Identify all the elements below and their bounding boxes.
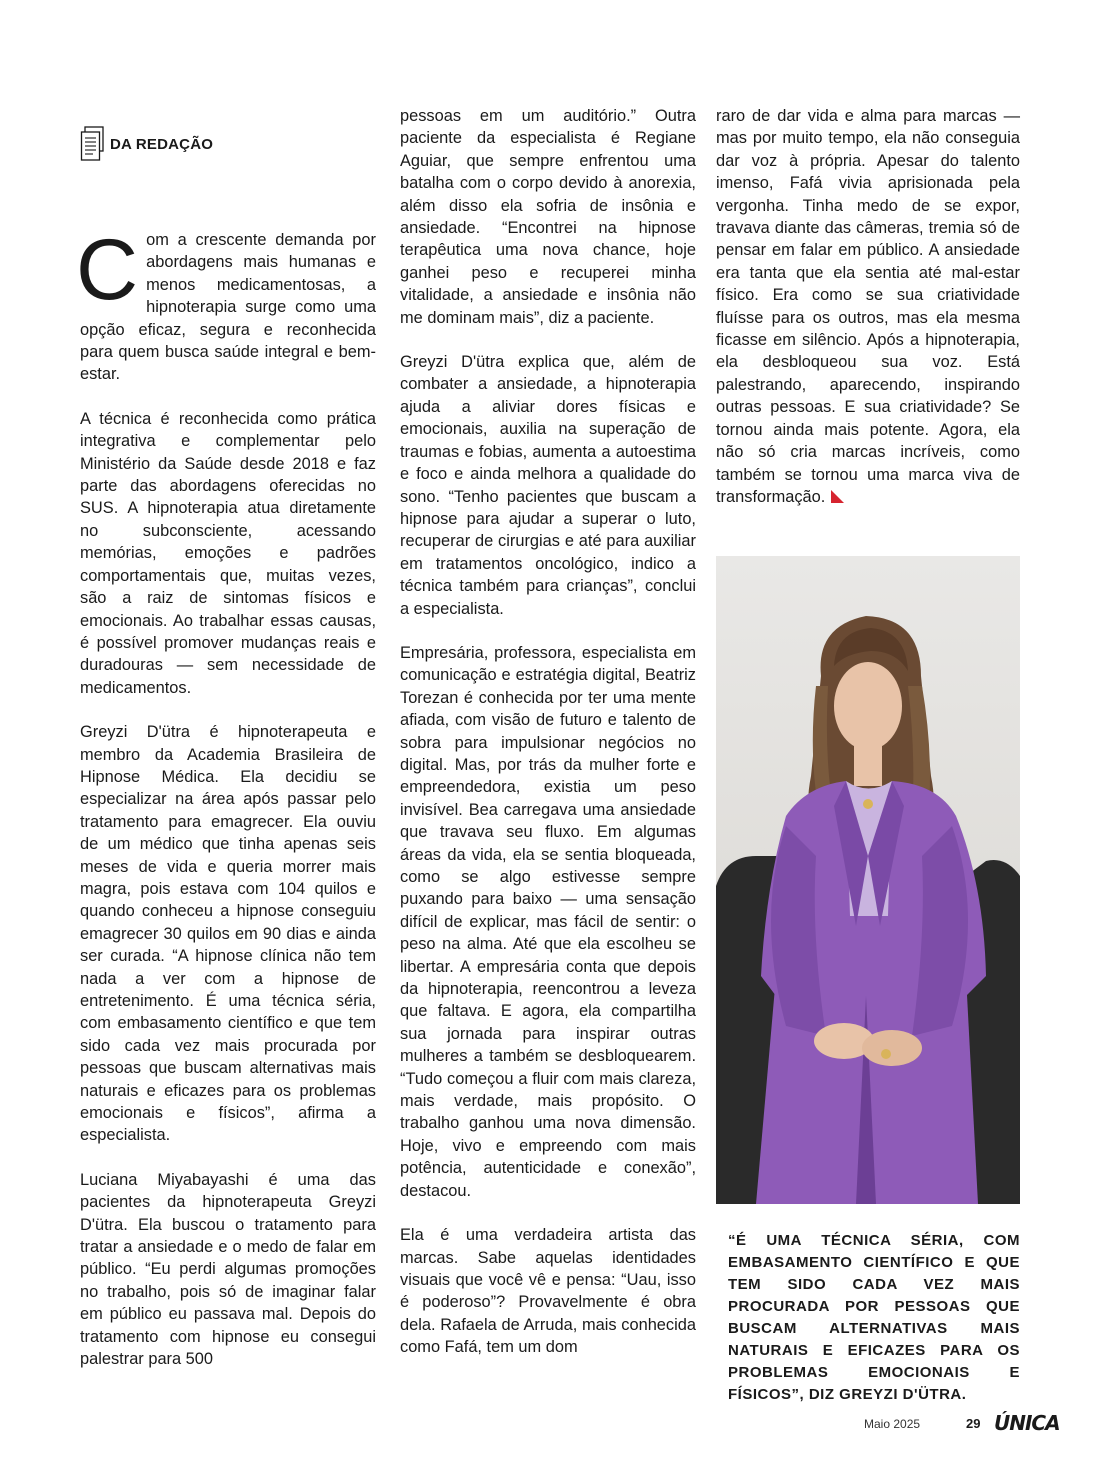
section-label-text: DA REDAÇÃO xyxy=(110,135,214,153)
issue-date: Maio 2025 xyxy=(864,1417,921,1431)
article-paragraph: Greyzi D'ütra é hipnoterapeuta e membro da Academia Brasileira de Hipnose Médica. Ela decidiu se especializar na área após passar pelo tratamento para emagrecer. Ela ouviu de um médico que tinha apenas seis meses de vida e queria morrer mais magra, pois estava com 104 quilos e quando conheceu a hipnose conseguiu emagrecer 30 quilos em 90 dias e ainda ser curada. “A hipnose clínica não tem nada a ver com a hipnose de entretenimento. É uma técnica séria, com embasamento científico e que tem sido cada vez mais procurada por pessoas que buscam alternativas mais naturais e eficazes para os problemas emocionais e físicos”, afirma a especialista. xyxy=(80,723,376,1145)
article-paragraph: Greyzi D'ütra explica que, além de combater a ansiedade, a hipnoterapia ajuda a aliviar dores físicas e emocionais, auxilia na superação de traumas e fobias, aumenta a autoestima e foco e ainda melhora a qualidade do sono. “Tenho pacientes que buscam a hipnose para ajudar a superar o luto, recuperar de cirurgias e até para auxiliar em tratamentos oncológico, indico a técnica também para crianças”, conclui a especialista. xyxy=(400,353,696,618)
article-column-3 xyxy=(716,105,1020,530)
paragraph-text: raro de dar vida e alma para marcas — mas por muito tempo, ela não conseguia dar voz à própria. Apesar do talento imenso, Fafá vivia aprisionada pela vergonha. Tinha medo de se expor, travava diante das câmeras, tremia só de pensar em falar em público. A ansiedade era tanta que ela sentia até mal-estar físico. Era como se sua criatividade fluísse para os outros, mas ela mesma ficasse em silêncio. Após a hipnoterapia, ela desbloqueou sua voz. Está palestrando, aparecendo, inspirando outras pessoas. E sua criatividade? Se tornou ainda mais potente. Agora, ela não só cria marcas incríveis, como também se tornou uma marca viva de transformação. xyxy=(716,107,1020,506)
article-paragraph: A técnica é reconhecida como prática integrativa e complementar pelo Ministério da Saúde desde 2018 e faz parte das abordagens oferecidas no SUS. A hipnoterapia atua diretamente no subconsciente, acessando memórias, emoções e padrões comportamentais que, muitas vezes, são a raiz de sintomas físicos e emocionais. Ao trabalhar essas causas, é possível promover mudanças reais e duradouras — sem necessidade de medicamentos. xyxy=(80,409,376,697)
drop-cap: C xyxy=(76,222,139,318)
page-footer xyxy=(0,1411,1100,1435)
magazine-logo: ÚNICA xyxy=(994,1411,1060,1435)
article-paragraph xyxy=(76,222,376,386)
article-paragraph: Empresária, professora, especialista em comunicação e estratégia digital, Beatriz Torezan é conhecida por ter uma mente afiada, com visão de futuro e talento de sobra para impulsionar negócios no digital. Mas, por trás da mulher forte e empreendedora, existia um peso invisível. Bea carregava uma ansiedade que travava seu fluxo. Em algumas áreas da vida, ela se sentia bloqueada, como se algo estivesse sempre puxando para baixo — uma sensação difícil de explicar, mas fácil de sentir: o peso na alma. Até que ela escolheu se libertar. A empresária conta que depois da hipnoterapia, reencontrou a leveza que faltava. E agora, ela compartilha sua jornada para inspirar outras mulheres a também se desbloquearem. “Tudo começou a fluir com mais clareza, mais verdade, mais propósito. O trabalho ganhou uma nova dimensão. Hoje, vivo e empreendo com mais potência, autenticidade e conexão”, destacou. xyxy=(400,643,696,1200)
article-paragraph: Ela é uma verdadeira artista das marcas. Sabe aquelas identidades visuais que você vê e pensa: “Uau, isso é poderoso”? Provavelmente é obra dela. Rafaela de Arruda, mais conhecida como Fafá, tem um dom xyxy=(400,1226,696,1357)
page-number: 29 xyxy=(966,1416,981,1431)
end-mark-icon xyxy=(831,490,844,503)
article-column-1 xyxy=(76,105,376,1393)
pull-quote: “É UMA TÉCNICA SÉRIA, COM EMBASAMENTO CIENTÍFICO E QUE TEM SIDO CADA VEZ MAIS PROCURADA POR PESSOAS QUE BUSCAM ALTERNATIVAS MAIS NATURAIS E EFICAZES PARA OS PROBLEMAS EMOCIONAIS E FÍSICOS”, DIZ GREYZI D'ÜTRA. xyxy=(728,1232,1020,1403)
paragraph-text: om a crescente demanda por abordagens mais humanas e menos medicamentosas, a hipnoterapia surge como uma opção eficaz, segura e reconhecida para quem busca saúde integral e bem-estar. xyxy=(80,231,376,384)
article-paragraph: Luciana Miyabayashi é uma das pacientes da hipnoterapeuta Greyzi D'ütra. Ela buscou o tratamento para tratar a ansiedade e o medo de falar em público. “Eu perdi algumas promoções no trabalho, pois só de imaginar falar em público eu passava mal. Depois do tratamento com hipnose eu consegui palestrar para 500 xyxy=(80,1170,376,1369)
article-paragraph xyxy=(716,105,1020,508)
article-paragraph: pessoas em um auditório.” Outra paciente da especialista é Regiane Aguiar, que sempre enfrentou uma batalha com o corpo devido à anorexia, além disso ela sofria de insônia e ansiedade. “Encontrei na hipnose terapêutica uma nova chance, hoje ganhei peso e recuperei minha vitalidade, a ansiedade e insônia não me dominam mais”, diz a paciente. xyxy=(400,107,696,327)
portrait-illustration xyxy=(716,556,1020,1204)
article-column-2 xyxy=(400,105,696,1381)
portrait-photo xyxy=(716,556,1020,1204)
